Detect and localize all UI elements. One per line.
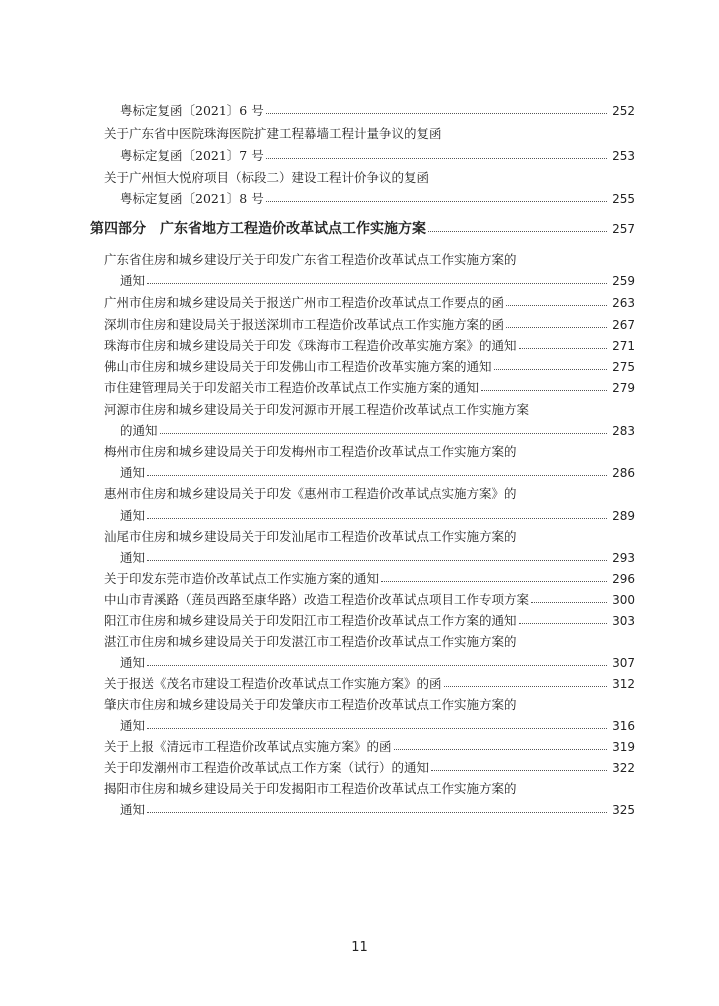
dot-leader — [147, 664, 607, 666]
toc-entry-page: 293 — [612, 551, 635, 565]
toc-entry-page: 316 — [612, 719, 635, 733]
toc-entry — [104, 252, 635, 268]
toc-entry-title: 惠州市住房和城乡建设局关于印发《惠州市工程造价改革试点实施方案》的 — [104, 486, 517, 501]
dot-leader — [519, 622, 607, 624]
toc-entry-title: 通知 — [120, 718, 146, 733]
dot-leader — [531, 601, 607, 603]
toc-entry-title: 粤标定复函〔2021〕7 号 — [120, 148, 264, 163]
toc-entry-page: 319 — [612, 740, 635, 754]
toc-entry-title: 通知 — [120, 273, 146, 288]
toc-entry-title: 阳江市住房和城乡建设局关于印发阳江市工程造价改革试点工作方案的通知 — [104, 613, 517, 628]
toc-entry — [104, 571, 635, 587]
toc-entry — [120, 655, 635, 671]
toc-entry-title: 河源市住房和城乡建设局关于印发河源市开展工程造价改革试点工作实施方案 — [104, 402, 530, 417]
page-number: 11 — [351, 940, 368, 955]
toc-entry — [104, 486, 635, 502]
toc-entry-title: 揭阳市住房和城乡建设局关于印发揭阳市工程造价改革试点工作实施方案的 — [104, 781, 517, 796]
toc-entry — [104, 781, 635, 797]
toc-entry-page: 257 — [612, 222, 635, 236]
dot-leader — [266, 200, 607, 202]
toc-entry-page: 252 — [612, 104, 635, 118]
toc-entry-page: 307 — [612, 656, 635, 670]
toc-entry-page: 259 — [612, 274, 635, 288]
toc-entry — [104, 529, 635, 545]
dot-leader — [428, 230, 607, 232]
dot-leader — [147, 811, 607, 813]
toc-entry — [120, 465, 635, 481]
toc-entry-title: 通知 — [120, 465, 146, 480]
toc-entry-page: 322 — [612, 761, 635, 775]
toc-entry — [104, 676, 635, 692]
section-heading — [90, 221, 635, 237]
toc-entry-page: 312 — [612, 677, 635, 691]
toc-entry-page: 255 — [612, 192, 635, 206]
toc-entry — [104, 739, 635, 755]
dot-leader — [506, 304, 607, 306]
toc-entry-page: 296 — [612, 572, 635, 586]
toc-entry-title: 珠海市住房和城乡建设局关于印发《珠海市工程造价改革实施方案》的通知 — [104, 338, 517, 353]
toc-entry — [104, 402, 635, 418]
toc-entry-title: 佛山市住房和城乡建设局关于印发佛山市工程造价改革实施方案的通知 — [104, 359, 492, 374]
toc-entry — [104, 317, 635, 333]
toc-entry-page: 279 — [612, 381, 635, 395]
dot-leader — [147, 282, 607, 284]
toc-entry — [120, 148, 635, 164]
toc-entry — [104, 170, 635, 186]
toc-entry-page: 289 — [612, 509, 635, 523]
toc-entry — [104, 380, 635, 396]
toc-entry-title: 市住建管理局关于印发韶关市工程造价改革试点工作实施方案的通知 — [104, 380, 480, 395]
toc-entry-title: 关于印发东莞市造价改革试点工作实施方案的通知 — [104, 571, 380, 586]
toc-entry-page: 263 — [612, 296, 635, 310]
toc-entry-page: 303 — [612, 614, 635, 628]
toc-entry-page: 275 — [612, 360, 635, 374]
toc-entry-title: 广州市住房和城乡建设局关于报送广州市工程造价改革试点工作要点的函 — [104, 295, 505, 310]
toc-entry — [104, 444, 635, 460]
toc-entry-title: 通知 — [120, 550, 146, 565]
dot-leader — [147, 474, 607, 476]
toc-entry-page: 283 — [612, 424, 635, 438]
dot-leader — [381, 580, 607, 582]
toc-entry — [104, 295, 635, 311]
dot-leader — [494, 368, 607, 370]
dot-leader — [266, 157, 607, 159]
toc-entry — [104, 760, 635, 776]
toc-entry-page: 253 — [612, 149, 635, 163]
dot-leader — [431, 769, 607, 771]
toc-entry-title: 关于印发潮州市工程造价改革试点工作方案（试行）的通知 — [104, 760, 430, 775]
toc-entry-page: 286 — [612, 466, 635, 480]
toc-entry-title: 中山市青溪路（莲员西路至康华路）改造工程造价改革试点项目工作专项方案 — [104, 592, 530, 607]
dot-leader — [160, 432, 607, 434]
toc-entry — [120, 802, 635, 818]
toc-entry — [104, 697, 635, 713]
toc-entry — [120, 191, 635, 207]
toc-entry-page: 325 — [612, 803, 635, 817]
toc-entry-title: 通知 — [120, 655, 146, 670]
dot-leader — [147, 517, 607, 519]
toc-entry-title: 通知 — [120, 802, 146, 817]
toc-entry — [120, 273, 635, 289]
toc-entry-title: 关于上报《清远市工程造价改革试点实施方案》的函 — [104, 739, 392, 754]
toc-entry-page: 271 — [612, 339, 635, 353]
toc-entry-title: 汕尾市住房和城乡建设局关于印发汕尾市工程造价改革试点工作实施方案的 — [104, 529, 517, 544]
toc-entry-title: 粤标定复函〔2021〕6 号 — [120, 103, 264, 118]
toc-entry — [120, 718, 635, 734]
toc-entry — [104, 126, 635, 142]
dot-leader — [266, 112, 607, 114]
toc-entry-page: 267 — [612, 318, 635, 332]
toc-entry — [120, 550, 635, 566]
toc-entry — [120, 508, 635, 524]
toc-entry — [104, 359, 635, 375]
toc-entry-title: 通知 — [120, 508, 146, 523]
toc-entry-title: 粤标定复函〔2021〕8 号 — [120, 191, 264, 206]
dot-leader — [394, 748, 607, 750]
toc-entry-title: 肇庆市住房和城乡建设局关于印发肇庆市工程造价改革试点工作实施方案的 — [104, 697, 517, 712]
toc-entry-title: 关于广东省中医院珠海医院扩建工程幕墙工程计量争议的复函 — [104, 126, 442, 141]
toc-entry-page: 300 — [612, 593, 635, 607]
toc-entry-title: 湛江市住房和城乡建设局关于印发湛江市工程造价改革试点工作实施方案的 — [104, 634, 517, 649]
dot-leader — [444, 685, 607, 687]
toc-entry — [104, 592, 635, 608]
toc-entry-title: 的通知 — [120, 423, 158, 438]
toc-entry — [104, 338, 635, 354]
toc-entry-title: 深圳市住房和建设局关于报送深圳市工程造价改革试点工作实施方案的函 — [104, 317, 505, 332]
toc-entry — [120, 423, 635, 439]
toc-entry-title: 广东省住房和城乡建设厅关于印发广东省工程造价改革试点工作实施方案的 — [104, 252, 517, 267]
toc-entry-title: 关于报送《茂名市建设工程造价改革试点工作实施方案》的函 — [104, 676, 442, 691]
dot-leader — [506, 326, 607, 328]
toc-entry-title: 关于广州恒大悦府项目（标段二）建设工程计价争议的复函 — [104, 170, 430, 185]
dot-leader — [481, 389, 607, 391]
toc-entry — [120, 103, 635, 119]
dot-leader — [147, 559, 607, 561]
toc-entry-title: 梅州市住房和城乡建设局关于印发梅州市工程造价改革试点工作实施方案的 — [104, 444, 517, 459]
dot-leader — [147, 727, 607, 729]
dot-leader — [519, 347, 607, 349]
section-title: 第四部分 广东省地方工程造价改革试点工作实施方案 — [90, 221, 426, 237]
toc-entry — [104, 634, 635, 650]
toc-entry — [104, 613, 635, 629]
